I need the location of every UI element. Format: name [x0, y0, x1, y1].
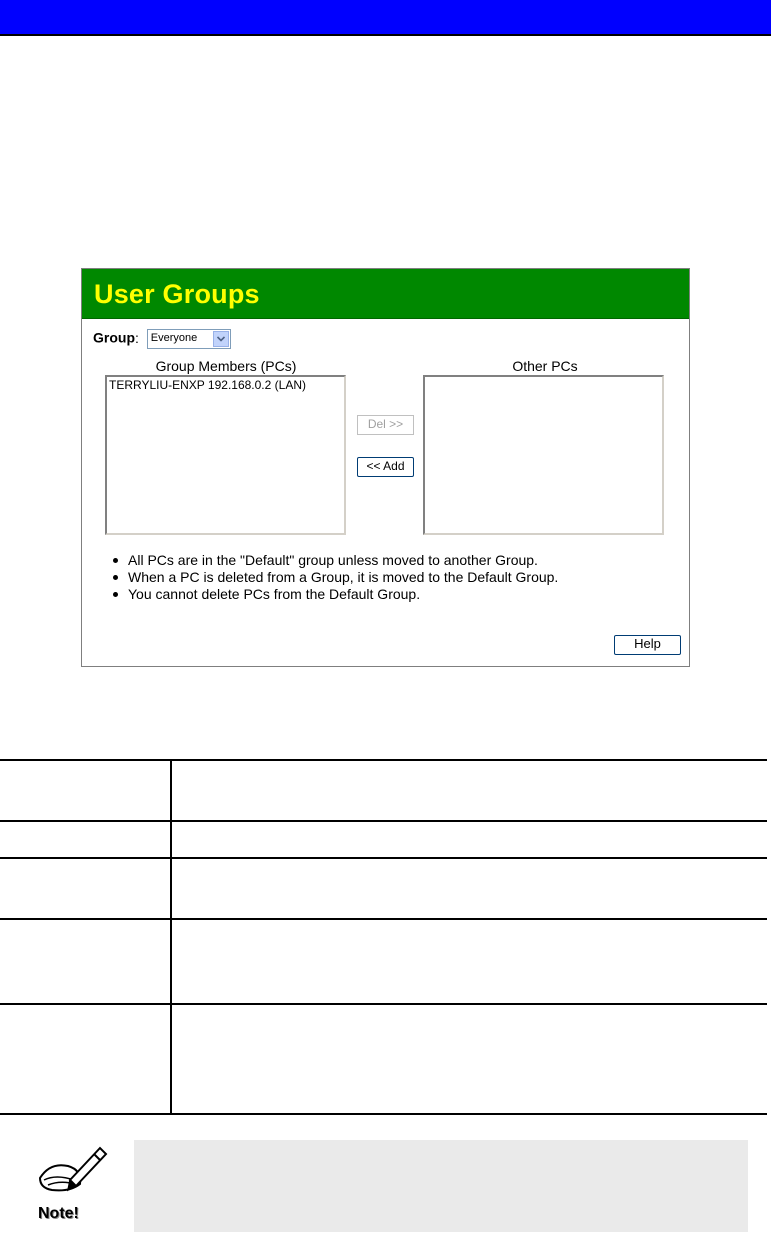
group-selector-row [93, 329, 231, 351]
other-pcs-listbox[interactable] [423, 375, 664, 535]
list-item[interactable]: TERRYLIU-ENXP 192.168.0.2 (LAN) [109, 378, 306, 392]
chevron-down-icon[interactable] [213, 331, 229, 347]
top-banner [0, 0, 771, 34]
table-rule [0, 857, 767, 859]
group-members-heading: Group Members (PCs) [155, 358, 297, 374]
note-label: Note! [38, 1205, 79, 1222]
note-box [134, 1140, 748, 1232]
table-column-divider [170, 759, 172, 1115]
panel-header [82, 269, 689, 319]
table-rule [0, 1003, 767, 1005]
info-notes [109, 552, 558, 603]
group-label-colon: : [135, 329, 139, 346]
group-select-value: Everyone [150, 332, 198, 344]
table-rule [0, 759, 767, 761]
top-banner-divider [0, 34, 771, 36]
add-button[interactable]: << Add [357, 457, 414, 477]
table-rule [0, 820, 767, 822]
table-rule [0, 918, 767, 920]
note-item: You cannot delete PCs from the Default Group. [109, 586, 558, 603]
group-label: Group [93, 329, 135, 346]
del-button[interactable]: Del >> [357, 415, 414, 435]
user-groups-panel [81, 268, 690, 667]
help-button[interactable]: Help [614, 635, 681, 655]
note-item: All PCs are in the "Default" group unless moved to another Group. [109, 552, 558, 569]
group-select[interactable] [147, 329, 231, 349]
table-rule [0, 1113, 767, 1115]
other-pcs-heading: Other PCs [512, 358, 578, 374]
panel-title: User Groups [94, 279, 260, 309]
group-members-listbox[interactable] [105, 375, 346, 535]
note-item: When a PC is deleted from a Group, it is moved to the Default Group. [109, 569, 558, 586]
